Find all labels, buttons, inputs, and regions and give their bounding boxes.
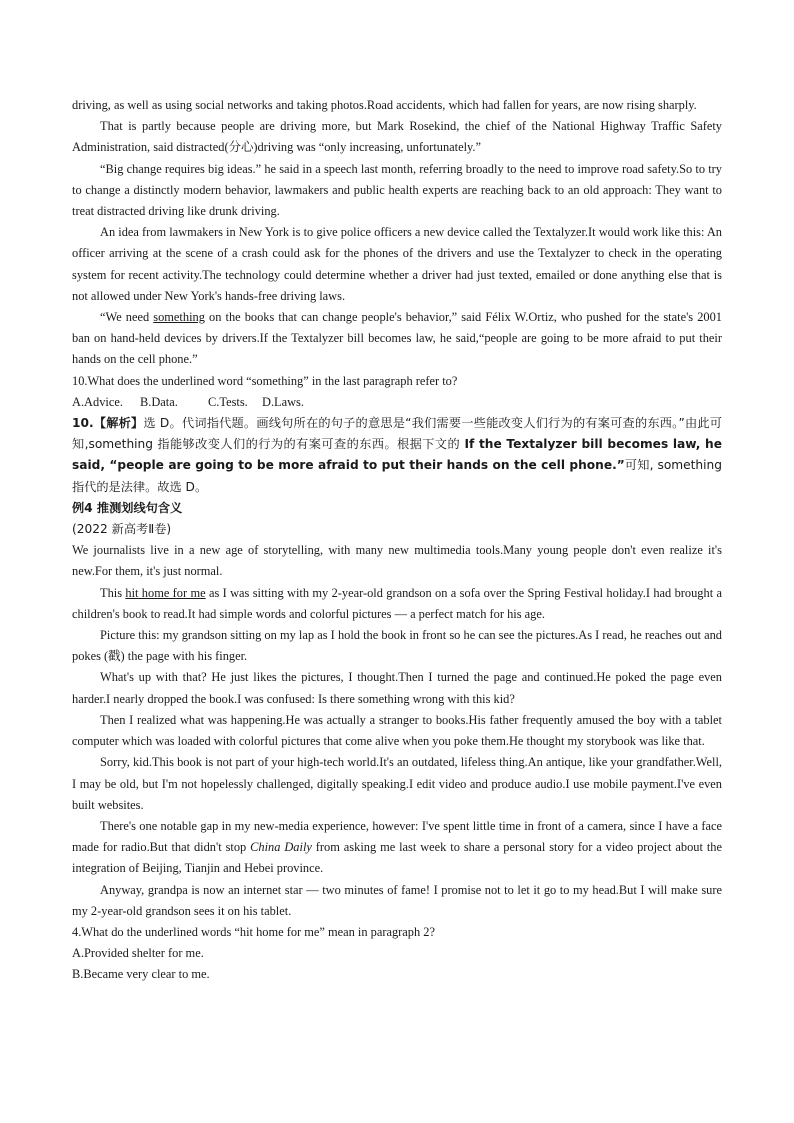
- page-content: [72, 95, 722, 986]
- option-b: B.Data.: [140, 394, 178, 409]
- text-run: “We need: [100, 310, 154, 325]
- passage1-paragraph: [72, 307, 722, 371]
- underlined-phrase: hit home for me: [125, 585, 206, 600]
- example-4-title: 例4 推测划线句含义: [72, 500, 183, 515]
- underlined-word: something: [153, 310, 205, 325]
- text-run: There's one notable gap in my new-media experience, however: I've spent little time in front of a camera, since I have a face made for radio.But that didn't stop: [72, 818, 722, 855]
- explanation-text: 选 D。代词指代题。画线句所在的句子的意思是“我们需要一些能改变人们行为的有案可查的东西。”由此可知,something 指能够改变人们的行为的有案可查的东西。根据下文的: [72, 416, 722, 452]
- example-4-source: (2022 新高考Ⅱ卷): [72, 522, 172, 537]
- passage2-paragraph: Sorry, kid.This book is not part of your high-tech world.It's an outdated, lifeless thing.An antique, like your grandfather.Well, I may be old, but I'm not hopelessly challenged, digitally speaking.I edit video and produce audio.I use mobile payment.I've even built websites.: [72, 755, 722, 812]
- passage2-paragraph: Picture this: my grandson sitting on my lap as I hold the book in front so he can see the pictures.As I read, he reaches out and pokes (戳) the page with his finger.: [72, 628, 722, 664]
- italic-title: China Daily: [250, 840, 312, 855]
- question-10-options: [72, 392, 722, 413]
- option-a: A.Provided shelter for me.: [72, 946, 204, 961]
- text-run: This: [100, 585, 126, 600]
- passage2-paragraph: Then I realized what was happening.He was actually a stranger to books.His father frequently amused the boy with a tablet computer which was loaded with colorful pictures that come alive when you poke them.He thought my storybook was like that.: [72, 712, 722, 749]
- question-4-stem: 4.What do the underlined words “hit home for me” mean in paragraph 2?: [72, 924, 435, 939]
- explanation-label: 10.【解析】: [72, 416, 144, 431]
- passage2-paragraph: Anyway, grandpa is now an internet star — two minutes of fame! I promise not to let it go to my head.But I will make sure my 2-year-old grandson sees it on his tablet.: [72, 882, 722, 918]
- explanation-quote: If the Textalyzer bill becomes law, he said, “people are going to be more afraid to put their hands on the cell phone.”: [72, 437, 722, 473]
- passage1-paragraph: driving, as well as using social networks and taking photos.Road accidents, which had fallen for years, are now rising sharply.: [72, 98, 697, 112]
- option-b: B.Became very clear to me.: [72, 967, 210, 982]
- option-c: C.Tests.: [208, 394, 248, 409]
- passage1-paragraph: That is partly because people are driving more, but Mark Rosekind, the chief of the National Highway Traffic Safety Administration, said distracted(分心)driving was “only increasing, unfortunately.”: [72, 119, 722, 155]
- passage1-paragraph: “Big change requires big ideas.” he said in a speech last month, referring broadly to the need to improve road safety.So to try to change a distinctly modern behavior, lawmakers and public health experts are reaching back to an old approach: They want to treat distracted driving like drunk driving.: [72, 161, 722, 219]
- passage2-paragraph: What's up with that? He just likes the pictures, I thought.Then I turned the page and continued.He poked the page even harder.I nearly dropped the book.I was confused: Is there something wrong with this kid?: [72, 670, 722, 706]
- explanation-text: 可知, something 指代的是法律。故选 D。: [72, 458, 722, 494]
- option-d: D.Laws.: [262, 394, 304, 409]
- text-run: on the books that can change people's behavior,” said Félix W.Ortiz, who pushed for the state's 2001 ban on hand-held devices by drivers.If the Textalyzer bill becomes law, he said,“people are going to be more afraid to put their hands on the cell phone.”: [72, 310, 722, 367]
- explanation-10: [72, 413, 722, 498]
- text-run: from asking me last week to share a personal story for a video project about the integration of Beijing, Tianjin and Hebei province.: [72, 840, 722, 876]
- option-a: A.Advice.: [72, 394, 123, 409]
- passage2-paragraph: We journalists live in a new age of storytelling, with many new multimedia tools.Many young people don't even realize it's new.For them, it's just normal.: [72, 543, 722, 579]
- question-10-stem: 10.What does the underlined word “something” in the last paragraph refer to?: [72, 373, 458, 388]
- passage2-paragraph: [72, 816, 722, 880]
- passage2-paragraph: [72, 583, 722, 625]
- passage1-paragraph: An idea from lawmakers in New York is to give police officers a new device called the Textalyzer.It would work like this: An officer arriving at the scene of a crash could ask for the phones of the drivers and use the Textalyzer to check in the operating system for recent activity.The technology could determine whether a driver had just texted, emailed or done anything else that is not allowed under New York's hands-free driving laws.: [72, 225, 722, 303]
- text-run: as I was sitting with my 2-year-old grandson on a sofa over the Spring Festival holiday.I had brought a children's book to read.It had simple words and colorful pictures — a perfect match for his age.: [72, 585, 722, 621]
